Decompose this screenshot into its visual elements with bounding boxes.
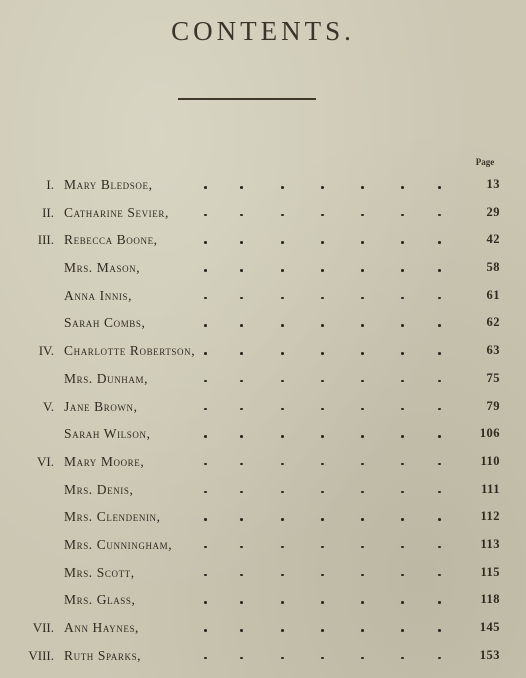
- leader-dot: [240, 297, 243, 300]
- page-number: 145: [479, 620, 500, 634]
- leader-dot: [281, 629, 284, 632]
- leader-dot: [401, 408, 404, 411]
- leader-dot: [401, 435, 404, 438]
- toc-entry: [0, 395, 526, 423]
- leader-dot: [204, 408, 207, 411]
- toc-entry: [0, 450, 526, 478]
- toc-entry: [0, 422, 526, 450]
- page-number: 63: [486, 343, 500, 358]
- leader-dot: [281, 574, 284, 577]
- entry-name: Sarah Combs,: [64, 315, 146, 331]
- page-number: 58: [486, 260, 500, 275]
- toc-entry: [0, 173, 526, 201]
- page-number: 118: [480, 592, 500, 607]
- leader-dot: [240, 324, 243, 327]
- leader-dot: [281, 435, 284, 438]
- toc-entry: [0, 339, 526, 367]
- leader-dot: [361, 574, 364, 577]
- chapter-number: V.: [43, 398, 54, 414]
- leader-dot: [321, 324, 324, 327]
- leader-dot: [240, 546, 243, 549]
- page-number: 115: [480, 564, 500, 579]
- leader-dot: [438, 574, 441, 577]
- leader-dot: [321, 546, 324, 549]
- toc-entry: [0, 616, 526, 644]
- entry-name: Mrs. Clendenin,: [64, 509, 161, 525]
- chapter-number: VII.: [32, 620, 54, 635]
- leader-dot: [401, 629, 404, 632]
- entry-name: Mrs. Mason,: [64, 260, 141, 276]
- leader-dot: [321, 518, 324, 521]
- leader-dot: [361, 601, 364, 604]
- leader-dot: [204, 297, 207, 300]
- toc-entry: [0, 367, 526, 395]
- leader-dot: [281, 214, 284, 217]
- dot-leader: [0, 644, 460, 672]
- leader-dot: [401, 186, 404, 189]
- leader-dot: [361, 629, 364, 632]
- leader-dot: [281, 463, 284, 466]
- toc-entry: [0, 588, 526, 616]
- leader-dot: [240, 657, 243, 660]
- leader-dot: [401, 463, 404, 466]
- leader-dot: [401, 574, 404, 577]
- toc-entry: [0, 505, 526, 533]
- toc-entry: [0, 561, 526, 589]
- leader-dot: [204, 269, 207, 272]
- leader-dot: [401, 297, 404, 300]
- leader-dot: [321, 408, 324, 411]
- leader-dot: [204, 186, 207, 189]
- dot-leader: [0, 339, 460, 367]
- page-number: 113: [480, 536, 500, 551]
- page-number: 62: [486, 315, 500, 330]
- leader-dot: [401, 546, 404, 549]
- leader-dot: [438, 324, 441, 327]
- leader-dot: [281, 380, 284, 383]
- leader-dot: [204, 435, 207, 438]
- leader-dot: [240, 269, 243, 272]
- leader-dot: [438, 463, 441, 466]
- leader-dot: [361, 546, 364, 549]
- leader-dot: [204, 518, 207, 521]
- leader-dot: [438, 657, 441, 660]
- leader-dot: [438, 601, 441, 604]
- leader-dot: [438, 518, 441, 521]
- chapter-number: VI.: [37, 453, 54, 469]
- leader-dot: [321, 657, 324, 660]
- leader-dot: [240, 408, 243, 411]
- dot-leader: [0, 311, 460, 339]
- leader-dot: [438, 629, 441, 632]
- leader-dot: [281, 408, 284, 411]
- leader-dot: [281, 324, 284, 327]
- leader-dot: [401, 214, 404, 217]
- leader-dot: [240, 352, 243, 355]
- leader-dot: [401, 491, 404, 494]
- chapter-number: I.: [46, 177, 54, 192]
- entry-name: Anna Innis,: [64, 287, 133, 303]
- leader-dot: [281, 241, 284, 244]
- entry-name: Mrs. Cunningham,: [64, 536, 173, 552]
- leader-dot: [204, 380, 207, 383]
- leader-dot: [240, 186, 243, 189]
- page-number: 75: [486, 370, 500, 385]
- leader-dot: [438, 297, 441, 300]
- toc-entry: [0, 644, 526, 672]
- toc-entry: [0, 201, 526, 229]
- dot-leader: [0, 367, 460, 395]
- leader-dot: [321, 491, 324, 494]
- leader-dot: [401, 601, 404, 604]
- toc-entry: [0, 284, 526, 312]
- dot-leader: [0, 450, 460, 478]
- leader-dot: [240, 601, 243, 604]
- page-number: 153: [479, 647, 500, 662]
- dot-leader: [0, 395, 460, 423]
- toc-entry: [0, 478, 526, 506]
- dot-leader: [0, 173, 460, 201]
- leader-dot: [438, 380, 441, 383]
- leader-dot: [240, 380, 243, 383]
- dot-leader: [0, 256, 460, 284]
- leader-dot: [321, 241, 324, 244]
- leader-dot: [321, 629, 324, 632]
- entry-name: Mary Bledsoe,: [64, 177, 153, 192]
- page-number: 110: [480, 453, 500, 468]
- leader-dot: [361, 324, 364, 327]
- entry-name: Mrs. Denis,: [64, 481, 134, 497]
- entry-name: Charlotte Robertson,: [64, 343, 196, 359]
- leader-dot: [204, 574, 207, 577]
- entry-name: Ann Haynes,: [64, 620, 140, 635]
- chapter-number: II.: [42, 204, 54, 220]
- leader-dot: [401, 380, 404, 383]
- page-number: 13: [486, 177, 500, 191]
- leader-dot: [401, 518, 404, 521]
- leader-dot: [281, 491, 284, 494]
- leader-dot: [321, 214, 324, 217]
- leader-dot: [438, 546, 441, 549]
- leader-dot: [204, 491, 207, 494]
- leader-dot: [321, 380, 324, 383]
- leader-dot: [401, 324, 404, 327]
- leader-dot: [240, 574, 243, 577]
- leader-dot: [401, 657, 404, 660]
- leader-dot: [401, 241, 404, 244]
- title-rule: [178, 98, 316, 100]
- leader-dot: [204, 241, 207, 244]
- toc-entry: [0, 228, 526, 256]
- leader-dot: [361, 463, 364, 466]
- leader-dot: [321, 463, 324, 466]
- leader-dot: [281, 601, 284, 604]
- leader-dot: [361, 352, 364, 355]
- leader-dot: [438, 435, 441, 438]
- leader-dot: [361, 297, 364, 300]
- leader-dot: [361, 186, 364, 189]
- leader-dot: [204, 629, 207, 632]
- leader-dot: [281, 352, 284, 355]
- leader-dot: [361, 241, 364, 244]
- entry-name: Jane Brown,: [64, 398, 138, 414]
- dot-leader: [0, 561, 460, 589]
- toc-entry: [0, 256, 526, 284]
- leader-dot: [240, 214, 243, 217]
- leader-dot: [438, 186, 441, 189]
- dot-leader: [0, 228, 460, 256]
- leader-dot: [438, 491, 441, 494]
- dot-leader: [0, 284, 460, 312]
- dot-leader: [0, 422, 460, 450]
- leader-dot: [281, 269, 284, 272]
- chapter-number: VIII.: [28, 647, 54, 663]
- dot-leader: [0, 588, 460, 616]
- leader-dot: [321, 352, 324, 355]
- dot-leader: [0, 616, 460, 644]
- entry-name: Sarah Wilson,: [64, 426, 151, 442]
- leader-dot: [361, 269, 364, 272]
- leader-dot: [204, 324, 207, 327]
- leader-dot: [361, 491, 364, 494]
- leader-dot: [204, 601, 207, 604]
- leader-dot: [204, 657, 207, 660]
- leader-dot: [361, 435, 364, 438]
- entry-name: Mary Moore,: [64, 453, 145, 469]
- page-number: 79: [486, 398, 500, 413]
- leader-dot: [321, 435, 324, 438]
- page-title: CONTENTS.: [171, 16, 355, 46]
- toc-entry: [0, 533, 526, 561]
- leader-dot: [321, 574, 324, 577]
- page-number: 112: [480, 509, 500, 524]
- entry-name: Catharine Sevier,: [64, 204, 169, 220]
- leader-dot: [281, 657, 284, 660]
- leader-dot: [204, 546, 207, 549]
- page-number: 42: [486, 232, 500, 247]
- entry-name: Mrs. Scott,: [64, 564, 135, 580]
- entry-name: Mrs. Dunham,: [64, 370, 149, 386]
- leader-dot: [281, 297, 284, 300]
- leader-dot: [204, 214, 207, 217]
- chapter-number: III.: [37, 232, 54, 248]
- dot-leader: [0, 478, 460, 506]
- page-number: 111: [481, 481, 500, 496]
- leader-dot: [438, 269, 441, 272]
- leader-dot: [204, 463, 207, 466]
- leader-dot: [401, 269, 404, 272]
- page-column-label: Page: [475, 157, 495, 167]
- leader-dot: [321, 297, 324, 300]
- entry-name: Rebecca Boone,: [64, 232, 158, 248]
- leader-dot: [321, 269, 324, 272]
- leader-dot: [321, 186, 324, 189]
- entry-name: Ruth Sparks,: [64, 647, 142, 663]
- leader-dot: [240, 241, 243, 244]
- leader-dot: [438, 408, 441, 411]
- leader-dot: [438, 352, 441, 355]
- leader-dot: [204, 352, 207, 355]
- table-of-contents: [0, 173, 526, 671]
- page-number: 61: [486, 287, 500, 302]
- leader-dot: [361, 214, 364, 217]
- leader-dot: [281, 546, 284, 549]
- entry-name: Mrs. Glass,: [64, 592, 136, 608]
- leader-dot: [281, 518, 284, 521]
- leader-dot: [240, 518, 243, 521]
- leader-dot: [361, 657, 364, 660]
- leader-dot: [240, 435, 243, 438]
- leader-dot: [401, 352, 404, 355]
- leader-dot: [361, 408, 364, 411]
- toc-entry: [0, 311, 526, 339]
- chapter-number: IV.: [38, 343, 54, 359]
- dot-leader: [0, 505, 460, 533]
- leader-dot: [281, 186, 284, 189]
- leader-dot: [361, 518, 364, 521]
- leader-dot: [438, 241, 441, 244]
- page-number: 106: [479, 426, 500, 441]
- leader-dot: [240, 629, 243, 632]
- leader-dot: [240, 491, 243, 494]
- dot-leader: [0, 201, 460, 229]
- leader-dot: [361, 380, 364, 383]
- leader-dot: [240, 463, 243, 466]
- page-number: 29: [486, 204, 500, 219]
- dot-leader: [0, 533, 460, 561]
- leader-dot: [438, 214, 441, 217]
- leader-dot: [321, 601, 324, 604]
